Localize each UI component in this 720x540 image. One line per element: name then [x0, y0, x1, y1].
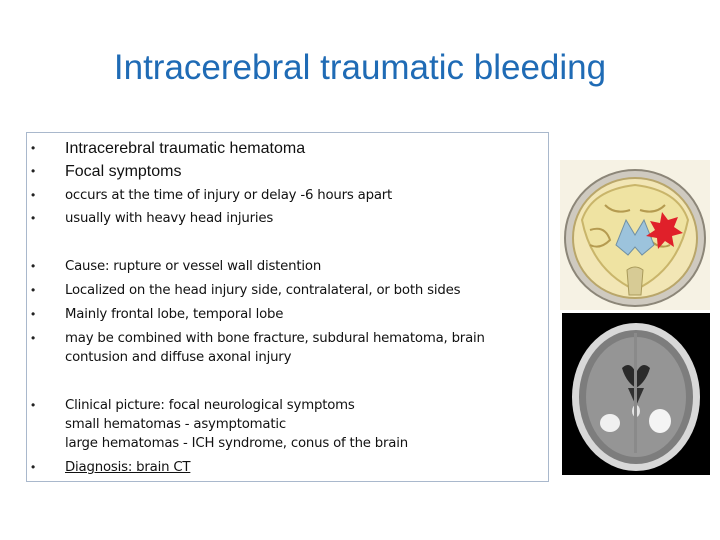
list-item-text: Cause: rupture or vessel wall distention — [65, 259, 322, 274]
list-item-text: Focal symptoms — [65, 163, 182, 180]
list-item-text: occurs at the time of injury or delay -6 hours apart — [65, 188, 393, 203]
list-item-text: small hematomas - asymptomatic — [65, 417, 286, 432]
list-item-text: Localized on the head injury side, contralateral, or both sides — [65, 283, 461, 298]
list-item-text: usually with heavy head injuries — [65, 211, 274, 226]
bullet-marker: • — [31, 211, 36, 225]
slide-title: Intracerebral traumatic bleeding — [113, 48, 607, 87]
bullet-marker: • — [31, 188, 36, 202]
list-item-text: contusion and diffuse axonal injury — [65, 350, 292, 365]
bullet-marker: • — [31, 283, 36, 297]
bullet-marker: • — [31, 331, 36, 345]
content-box — [26, 132, 549, 482]
ct-scan-icon — [562, 313, 710, 475]
list-item-text: Mainly frontal lobe, temporal lobe — [65, 307, 284, 322]
bullet-marker: • — [31, 460, 36, 474]
bullet-marker: • — [31, 164, 36, 178]
list-item-text: Diagnosis: brain CT — [65, 460, 191, 475]
bullet-marker: • — [31, 307, 36, 321]
bullet-marker: • — [31, 141, 36, 155]
list-item-text: Intracerebral traumatic hematoma — [65, 140, 306, 157]
bullet-marker: • — [31, 259, 36, 273]
list-item-text: large hematomas - ICH syndrome, conus of the brain — [65, 436, 408, 451]
brain-illustration-icon — [560, 160, 710, 310]
list-item-text: Clinical picture: focal neurological symptoms — [65, 398, 355, 413]
bullet-marker: • — [31, 398, 36, 412]
list-item-text: may be combined with bone fracture, subdural hematoma, brain — [65, 331, 485, 346]
